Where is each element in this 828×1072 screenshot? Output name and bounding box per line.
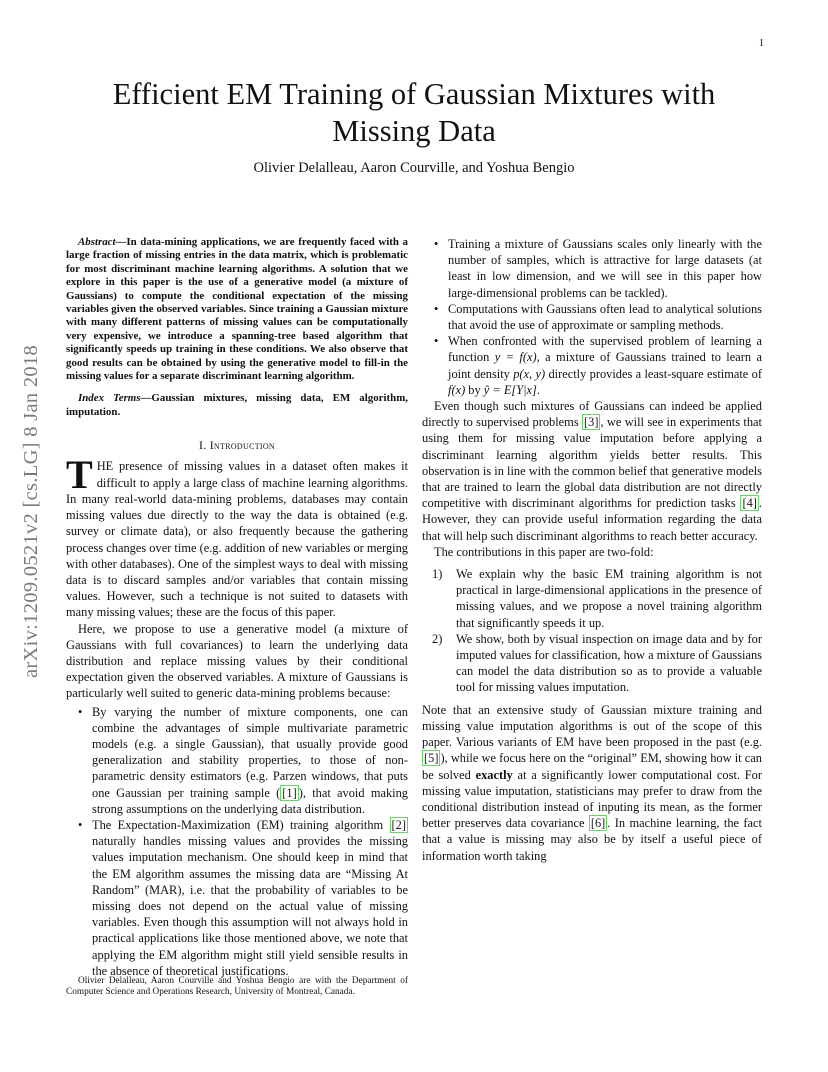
section-heading-introduction: I. Introduction: [198, 438, 276, 453]
list-item: • When confronted with the supervised problem of learning a function y = f(x), a mixture of Gaussians trained to learn a joint density p(x, y) directly provides a least-square estimate of f(x) by ŷ = E[Y|x].: [448, 333, 762, 398]
left-column: [66, 236, 408, 979]
page-number: 1: [759, 38, 764, 49]
advantages-list: [66, 704, 408, 979]
intro-paragraph-5: Note that an extensive study of Gaussian mixture training and missing value imputation algorithms is out of the scope of this paper. Various variants of EM have been proposed in the past (e.g. [5] ), while we focus here on the “original” EM, showing how it can be solved exactly at a significantly lower computational cost. For missing value imputation, statisticians may prefer to draw from the conditional distribution instead of inputing its mean, as the former better preserves data covariance [6] . In machine learning, the fact that a value is missing may also be by itself a useful piece of information worth taking: [422, 702, 762, 863]
intro-paragraph-3: Even though such mixtures of Gaussians can indeed be applied directly to supervised problems [3] , we will see in experiments that using them for missing value imputation before applying a discriminant learning algorithm yields better results. This observation is in line with the common belief that generative models that are trained to learn the global data distribution are not directly competitive with discriminant algorithms for prediction tasks [4] . However, they can provide useful information regarding the data that will help such discriminant algorithms to reach better accuracy.: [422, 399, 762, 543]
list-item: 2) We show, both by visual inspection on image data and by for imputed values for classification, how a mixture of Gaussians can model the data distribution so as to provide a valuable tool for missing values imputation.: [432, 631, 762, 695]
list-item: • Training a mixture of Gaussians scales only linearly with the number of samples, which is attractive for large datasets (at least in low dimension, and we will see in this paper how large-dimensional problems can be tackled).: [448, 236, 762, 301]
list-item: • Computations with Gaussians often lead to analytical solutions that avoid the use of approximate or sampling methods.: [448, 301, 762, 333]
advantages-list-continued: [422, 236, 762, 398]
index-terms-lead: Index Terms: [78, 392, 141, 405]
right-column: [422, 236, 762, 864]
citation-link[interactable]: [5]: [424, 751, 439, 766]
author-footnote: Olivier Delalleau, Aaron Courville and Yoshua Bengio are with the Department of Computer Science and Operations Research, University of Montreal, Canada.: [66, 976, 408, 998]
citation-link[interactable]: [4]: [742, 496, 757, 511]
intro-paragraph-1: THE presence of missing values in a dataset often makes it difficult to apply a large class of machine learning algorithms. In many real-world data-mining problems, databases may contain missing values due directly to the way the data is obtained (e.g. survey or climate data), or also frequently because the gathering process changes over time (e.g. addition of new variables or merging with other databases). One of the simplest ways to deal with missing data is to discard samples and/or variables that contain missing values. However, such a technique is not suited to datasets with many missing values; these are the focus of this paper.: [66, 452, 408, 620]
list-item: 1) We explain why the basic EM training algorithm is not practical in large-dimensional applications in the presence of missing values, and we propose a novel training algorithm that significantly speeds it up.: [432, 567, 762, 630]
list-item: • By varying the number of mixture components, one can combine the advantages of simple multivariate parametric models (e.g. a single Gaussian), that usually provide good generalization and stability properties, to those of non-parametric density estimators (e.g. Parzen windows, that puts one Gaussian per training sample ( [1] ), that avoid making strong assumptions on the underlying data distribution.: [92, 704, 408, 817]
abstract: [66, 236, 408, 383]
citation-link[interactable]: [6]: [590, 816, 606, 831]
citation-link[interactable]: [1]: [282, 785, 297, 800]
contributions-list: [422, 566, 762, 696]
abstract-text: —In data-mining applications, we are frequently faced with a large fraction of missing entries in the data matrix, which is problematic for most discriminant machine learning algorithms. A solution that we explore in this paper is the use of a generative model (a mixture of Gaussians) to compute the conditional expectation of the missing variables given the observed variables. Since training a Gaussian mixture with many different patterns of missing values can be computationally very expensive, we introduce a spanning-tree based algorithm that significantly speeds up training in these conditions. We also observe that good results can be obtained by using the generative model to fill-in the missing values for a separate discriminant learning algorithm.: [66, 236, 408, 383]
list-item: • The Expectation-Maximization (EM) training algorithm [2] naturally handles missing values and provides the missing values imputation mechanism. One should keep in mind that the EM algorithm assumes the missing data are “Missing At Random” (MAR), i.e. that the probability of variables to be missing does not depend on the actual value of missing variables. Even though this assumption will not always hold in practical applications like those mentioned above, we note that applying the EM algorithm might still yield sensible results in the absence of theoretical justifications.: [92, 817, 408, 979]
paper-title: Efficient EM Training of Gaussian Mixtures with Missing Data: [112, 77, 716, 148]
abstract-lead: Abstract: [78, 236, 116, 248]
drop-cap: T: [66, 452, 93, 498]
index-terms-text: —Gaussian mixtures, missing data, EM algorithm, imputation.: [66, 392, 408, 418]
citation-link[interactable]: [2]: [391, 817, 406, 832]
intro-paragraph-4: The contributions in this paper are two-fold:: [434, 544, 654, 559]
index-terms: [66, 392, 408, 419]
intro-paragraph-2: Here, we propose to use a generative model (a mixture of Gaussians with full covariances) to learn the underlying data distribution and replace missing values by their conditional expectation given the observed variables. A mixture of Gaussians is particularly well suited to generic data-mining problems because:: [66, 621, 408, 701]
arxiv-identifier: arXiv:1209.0521v2 [cs.LG] 8 Jan 2018: [20, 344, 42, 678]
paper-authors: Olivier Delalleau, Aaron Courville, and Yoshua Bengio: [253, 160, 575, 176]
citation-link[interactable]: [3]: [584, 415, 599, 430]
